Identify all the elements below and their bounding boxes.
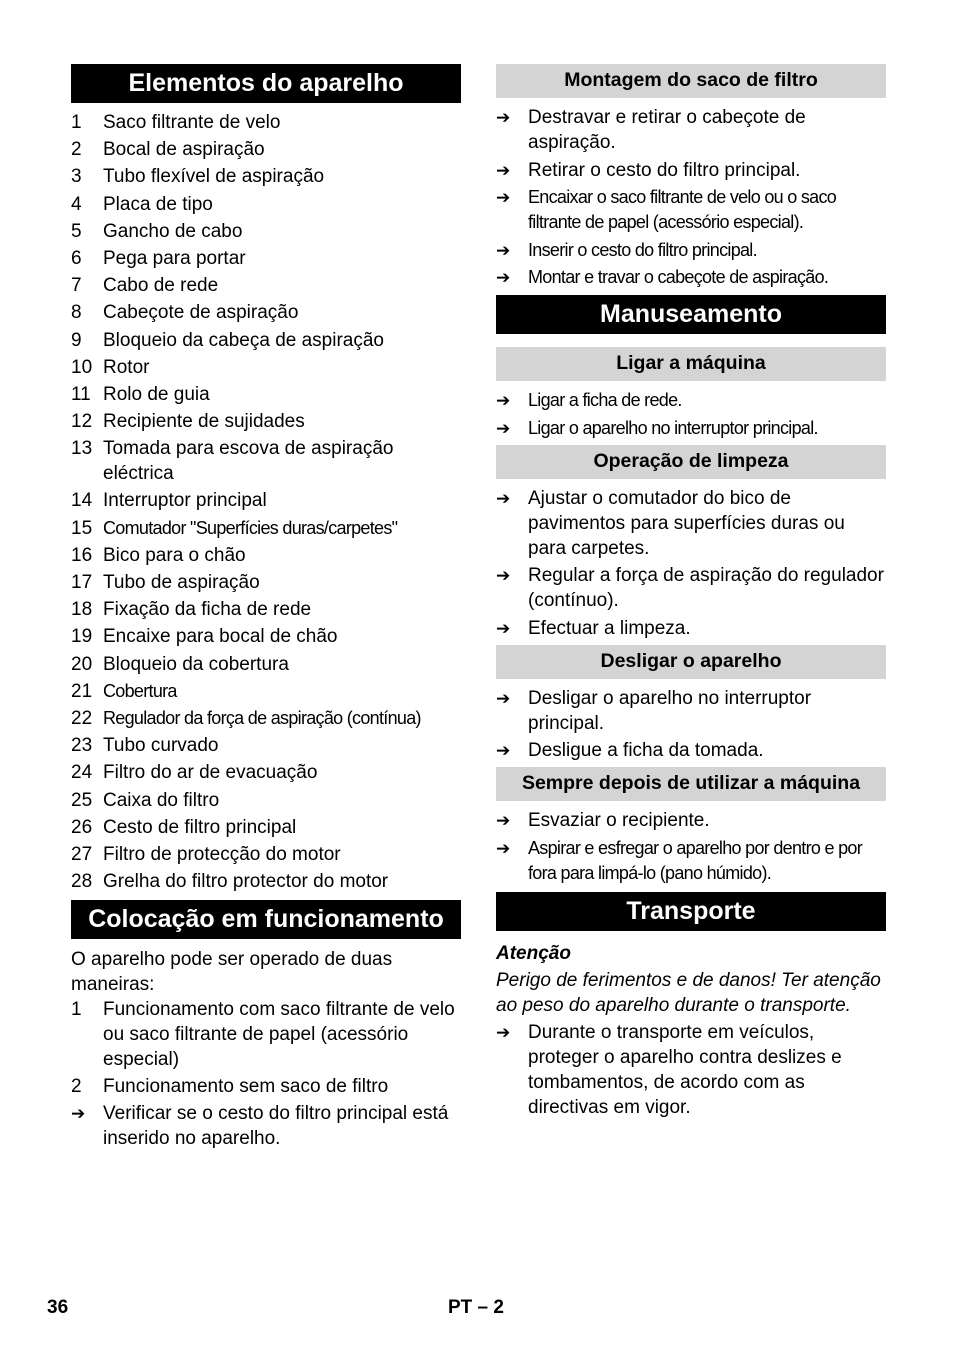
- item-number: 13: [71, 438, 93, 460]
- item-text: Bico para o chão: [103, 544, 246, 566]
- attention-label: Atenção: [496, 942, 571, 964]
- list-item: [71, 1074, 461, 1099]
- arrow-right-icon: ➔: [496, 566, 511, 585]
- list-item: [71, 219, 461, 244]
- list-item: [71, 355, 461, 380]
- step-text: Desligue a ficha da tomada.: [528, 740, 764, 761]
- list-item: [71, 488, 461, 513]
- item-number: 24: [71, 762, 93, 784]
- item-number: 15: [71, 517, 93, 539]
- step-text: Ajustar o comutador do bico de pavimentos para superfícies duras ou para carpetes.: [528, 487, 845, 559]
- step-item: [496, 486, 886, 561]
- step-text: Ligar o aparelho no interruptor principal.: [528, 417, 818, 438]
- item-number: 12: [71, 411, 93, 433]
- step-text: Encaixar o saco filtrante de velo ou o saco filtrante de papel (acessório especial).: [528, 187, 837, 232]
- step-text: Verificar se o cesto do filtro principal está inserido no aparelho.: [103, 1103, 449, 1150]
- arrow-right-icon: ➔: [496, 108, 511, 127]
- arrow-right-icon: ➔: [496, 1022, 511, 1042]
- item-number: 18: [71, 599, 93, 621]
- step-text: Retirar o cesto do filtro principal.: [528, 159, 801, 181]
- step-item: [496, 1020, 886, 1120]
- item-number: 16: [71, 544, 93, 566]
- item-text: Bloqueio da cabeça de aspiração: [103, 329, 384, 351]
- step-text: Inserir o cesto do filtro principal.: [528, 239, 757, 260]
- item-text: Recipiente de sujidades: [103, 411, 305, 433]
- list-item: [71, 164, 461, 189]
- item-number: 2: [71, 1076, 82, 1098]
- arrow-right-icon: ➔: [496, 160, 511, 180]
- item-number: 28: [71, 871, 93, 893]
- item-number: 20: [71, 653, 93, 675]
- arrow-right-icon: ➔: [496, 240, 511, 260]
- item-number: 5: [71, 220, 82, 242]
- list-item: [71, 436, 461, 486]
- on-steps: [496, 388, 886, 441]
- item-number: 8: [71, 302, 82, 324]
- step-text: Montar e travar o cabeçote de aspiração.: [528, 267, 829, 287]
- bag-steps: [496, 105, 886, 290]
- arrow-right-icon: ➔: [496, 188, 511, 207]
- subsection-heading-ligar: Ligar a máquina: [496, 347, 886, 381]
- item-text: Rotor: [103, 356, 150, 378]
- item-number: 11: [71, 383, 91, 405]
- item-number: 25: [71, 789, 93, 811]
- arrow-right-icon: ➔: [71, 1104, 86, 1124]
- list-item: [71, 815, 461, 840]
- left-column: [71, 64, 461, 1154]
- list-item: [71, 706, 461, 731]
- item-number: 2: [71, 139, 82, 161]
- item-number: 7: [71, 275, 82, 297]
- arrow-right-icon: ➔: [496, 741, 511, 760]
- item-text: Tubo de aspiração: [103, 572, 260, 593]
- item-text: Bloqueio da cobertura: [103, 653, 289, 675]
- step-text: Destravar e retirar o cabeçote de aspiração.: [528, 107, 806, 153]
- list-item: [71, 110, 461, 135]
- step-item: [496, 416, 886, 441]
- step-text: Ligar a ficha de rede.: [528, 390, 682, 410]
- arrow-right-icon: ➔: [496, 618, 511, 638]
- item-text: Filtro do ar de evacuação: [103, 762, 318, 784]
- list-item: [71, 570, 461, 595]
- item-number: 21: [71, 680, 93, 702]
- subsection-heading-sempre-depois: Sempre depois de utilizar a máquina: [496, 767, 886, 801]
- item-text: Cobertura: [103, 680, 177, 701]
- item-number: 3: [71, 166, 82, 188]
- list-item: [71, 597, 461, 622]
- item-text: Cabo de rede: [103, 275, 219, 297]
- list-item: [71, 997, 461, 1072]
- step-text: Durante o transporte em veículos, proteger o aparelho contra deslizes e tombamentos, de acordo com as directivas em vigor.: [528, 1021, 842, 1118]
- step-item: [496, 563, 886, 613]
- item-number: 23: [71, 735, 93, 757]
- item-text: Fixação da ficha de rede: [103, 599, 312, 621]
- step-item: [71, 1101, 461, 1151]
- language-page-label: PT – 2: [448, 1297, 504, 1318]
- step-text: Aspirar e esfregar o aparelho por dentro e por fora para limpá-lo (pano húmido).: [528, 837, 863, 883]
- list-item: [71, 328, 461, 353]
- item-text: Saco filtrante de velo: [103, 112, 281, 133]
- after-steps: [496, 808, 886, 886]
- section-heading-elementos: Elementos do aparelho: [71, 64, 461, 103]
- item-text: Funcionamento sem saco de filtro: [103, 1076, 389, 1098]
- list-item: [71, 516, 461, 541]
- list-item: [71, 679, 461, 704]
- item-text: Encaixe para bocal de chão: [103, 626, 338, 648]
- elements-list: [71, 110, 461, 894]
- item-number: 26: [71, 816, 93, 838]
- list-item: [71, 760, 461, 785]
- page-number: 36: [47, 1297, 69, 1318]
- step-item: [496, 105, 886, 155]
- item-number: 1: [71, 999, 82, 1021]
- list-item: [71, 382, 461, 407]
- item-number: 1: [71, 112, 82, 133]
- right-column: [496, 64, 886, 1122]
- arrow-right-icon: ➔: [496, 811, 511, 830]
- step-text: Desligar o aparelho no interruptor principal.: [528, 687, 812, 734]
- step-item: [496, 265, 886, 290]
- list-item: [71, 543, 461, 568]
- arrow-right-icon: ➔: [496, 391, 511, 410]
- arrow-right-icon: ➔: [496, 488, 511, 508]
- step-item: [496, 738, 886, 763]
- section-heading-colocacao: Colocação em funcionamento: [71, 900, 461, 939]
- clean-steps: [496, 486, 886, 641]
- item-number: 4: [71, 193, 82, 215]
- subsection-heading-montagem: Montagem do saco de filtro: [496, 64, 886, 98]
- arrow-right-icon: ➔: [496, 838, 511, 858]
- item-text: Filtro de protecção do motor: [103, 843, 341, 865]
- item-text: Comutador "Superfícies duras/carpetes": [103, 517, 398, 538]
- item-text: Cesto de filtro principal: [103, 816, 297, 838]
- step-text: Regular a força de aspiração do regulador (contínuo).: [528, 565, 884, 611]
- attention-text: Perigo de ferimentos e de danos! Ter atenção ao peso do aparelho durante o transporte.: [496, 969, 881, 1016]
- item-text: Tomada para escova de aspiração eléctrica: [103, 438, 394, 485]
- item-text: Interruptor principal: [103, 490, 267, 512]
- list-item: [71, 869, 461, 894]
- item-text: Pega para portar: [103, 247, 246, 269]
- subsection-heading-desligar: Desligar o aparelho: [496, 645, 886, 679]
- list-item: [71, 652, 461, 677]
- list-item: [71, 300, 461, 325]
- list-item: [71, 192, 461, 217]
- item-number: 10: [71, 356, 93, 378]
- list-item: [71, 788, 461, 813]
- step-text: Esvaziar o recipiente.: [528, 810, 710, 831]
- item-text: Funcionamento com saco filtrante de velo ou saco filtrante de papel (acessório especial): [103, 999, 455, 1071]
- list-item: [71, 273, 461, 298]
- list-item: [71, 842, 461, 867]
- step-item: [496, 616, 886, 641]
- step-item: [496, 238, 886, 263]
- list-item: [71, 733, 461, 758]
- list-item: [71, 624, 461, 649]
- item-number: 14: [71, 490, 93, 512]
- item-text: Rolo de guia: [103, 383, 210, 405]
- section-heading-transporte: Transporte: [496, 892, 886, 931]
- item-number: 9: [71, 329, 82, 351]
- startup-intro: O aparelho pode ser operado de duas maneiras:: [71, 949, 393, 996]
- item-number: 22: [71, 707, 93, 729]
- item-text: Tubo curvado: [103, 735, 219, 757]
- step-item: [496, 388, 886, 413]
- item-text: Bocal de aspiração: [103, 139, 265, 161]
- step-item: [496, 808, 886, 833]
- section-heading-manuseamento: Manuseamento: [496, 295, 886, 334]
- item-number: 27: [71, 843, 93, 865]
- off-steps: [496, 686, 886, 764]
- arrow-right-icon: ➔: [496, 688, 511, 708]
- list-item: [71, 246, 461, 271]
- arrow-right-icon: ➔: [496, 418, 511, 438]
- subsection-heading-limpeza: Operação de limpeza: [496, 445, 886, 479]
- item-text: Gancho de cabo: [103, 220, 243, 242]
- item-text: Regulador da força de aspiração (contínua): [103, 707, 421, 728]
- item-text: Tubo flexível de aspiração: [103, 166, 325, 188]
- item-text: Caixa do filtro: [103, 789, 220, 811]
- item-number: 19: [71, 626, 93, 648]
- item-text: Placa de tipo: [103, 193, 213, 215]
- item-number: 6: [71, 247, 82, 269]
- step-item: [496, 185, 886, 235]
- list-item: [71, 409, 461, 434]
- step-item: [496, 158, 886, 183]
- item-number: 17: [71, 572, 93, 593]
- item-text: Grelha do filtro protector do motor: [103, 871, 389, 893]
- item-text: Cabeçote de aspiração: [103, 302, 299, 324]
- step-item: [496, 836, 886, 886]
- arrow-right-icon: ➔: [496, 268, 511, 287]
- step-item: [496, 686, 886, 736]
- step-text: Efectuar a limpeza.: [528, 617, 691, 639]
- list-item: [71, 137, 461, 162]
